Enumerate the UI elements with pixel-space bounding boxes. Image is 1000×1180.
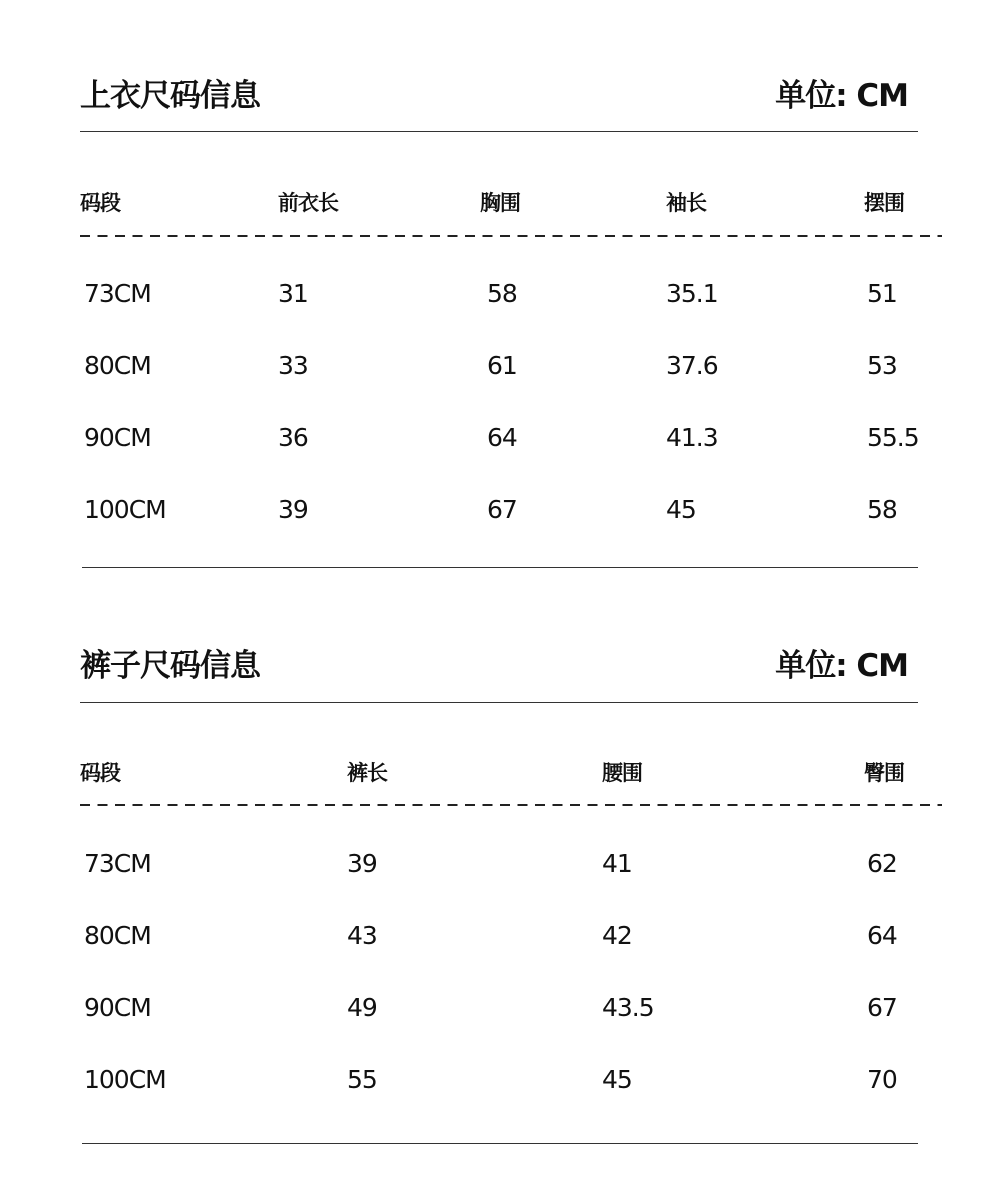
top-row-4-hem: 58 [867, 495, 897, 524]
top-row-3-hem: 55.5 [867, 423, 919, 452]
top-row-4-size: 100CM [84, 495, 166, 524]
top-row-2-sleeve: 37.6 [666, 351, 718, 380]
top-row-1-hem: 51 [867, 279, 897, 308]
pants-unit-label: 单位: CM [775, 648, 908, 684]
top-header-dashed-divider [80, 235, 942, 237]
pants-row-4-waist: 45 [602, 1065, 632, 1094]
pants-header-hip: 臀围 [864, 761, 904, 785]
top-row-2-hem: 53 [867, 351, 897, 380]
pants-row-4-size: 100CM [84, 1065, 166, 1094]
top-row-1-size: 73CM [84, 279, 151, 308]
top-table-bottom-divider [82, 567, 918, 568]
pants-row-2-waist: 42 [602, 921, 632, 950]
top-header-size: 码段 [80, 191, 120, 215]
top-row-3-chest: 64 [487, 423, 517, 452]
pants-row-4-pants-length: 55 [347, 1065, 377, 1094]
top-title-divider [80, 131, 918, 132]
pants-row-3-hip: 67 [867, 993, 897, 1022]
top-header-hem: 摆围 [864, 191, 904, 215]
top-header-chest: 胸围 [480, 191, 520, 215]
top-row-4-sleeve: 45 [666, 495, 696, 524]
top-section-title: 上衣尺码信息 [80, 78, 260, 114]
top-row-3-sleeve: 41.3 [666, 423, 718, 452]
pants-row-2-size: 80CM [84, 921, 151, 950]
top-row-3-front-length: 36 [278, 423, 308, 452]
top-row-1-front-length: 31 [278, 279, 308, 308]
pants-row-3-size: 90CM [84, 993, 151, 1022]
pants-row-2-pants-length: 43 [347, 921, 377, 950]
pants-row-3-waist: 43.5 [602, 993, 654, 1022]
pants-row-4-hip: 70 [867, 1065, 897, 1094]
pants-row-3-pants-length: 49 [347, 993, 377, 1022]
pants-header-pants-length: 裤长 [347, 761, 387, 785]
pants-row-1-waist: 41 [602, 849, 632, 878]
top-row-1-chest: 58 [487, 279, 517, 308]
top-unit-label: 单位: CM [775, 78, 908, 114]
top-row-1-sleeve: 35.1 [666, 279, 718, 308]
pants-row-1-hip: 62 [867, 849, 897, 878]
top-row-2-front-length: 33 [278, 351, 308, 380]
top-header-sleeve: 袖长 [666, 191, 706, 215]
top-row-4-front-length: 39 [278, 495, 308, 524]
top-row-2-chest: 61 [487, 351, 517, 380]
top-row-4-chest: 67 [487, 495, 517, 524]
top-row-3-size: 90CM [84, 423, 151, 452]
pants-section-title: 裤子尺码信息 [80, 648, 260, 684]
pants-header-size: 码段 [80, 761, 120, 785]
pants-row-1-pants-length: 39 [347, 849, 377, 878]
pants-table-bottom-divider [82, 1143, 918, 1144]
pants-title-divider [80, 702, 918, 703]
top-header-front-length: 前衣长 [278, 191, 338, 215]
pants-header-waist: 腰围 [602, 761, 642, 785]
pants-row-2-hip: 64 [867, 921, 897, 950]
pants-row-1-size: 73CM [84, 849, 151, 878]
top-row-2-size: 80CM [84, 351, 151, 380]
pants-header-dashed-divider [80, 804, 942, 806]
